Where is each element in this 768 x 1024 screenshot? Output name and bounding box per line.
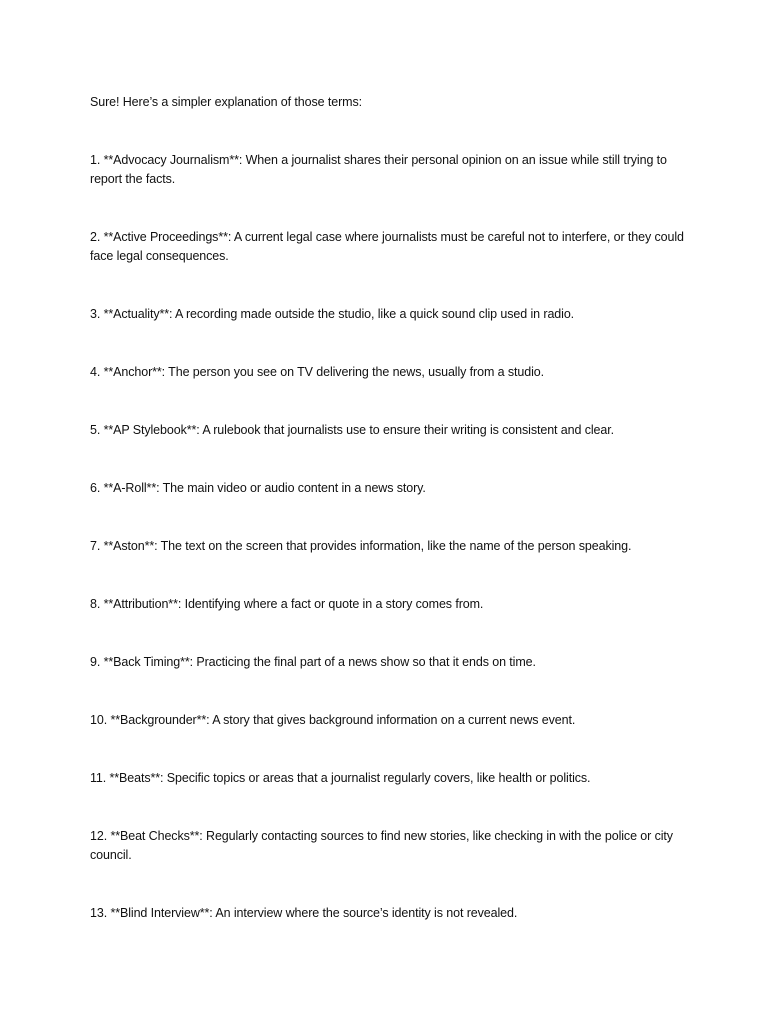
list-item: 5. **AP Stylebook**: A rulebook that journalists use to ensure their writing is consistent and clear. <box>90 423 615 437</box>
list-item: 1. **Advocacy Journalism**: When a journalist shares their personal opinion on an issue while still trying to report the facts. <box>90 153 667 186</box>
document-content <box>90 93 690 962</box>
list-item: 4. **Anchor**: The person you see on TV delivering the news, usually from a studio. <box>90 365 544 379</box>
intro-text: Sure! Here’s a simpler explanation of those terms: <box>90 95 362 109</box>
list-item: 2. **Active Proceedings**: A current legal case where journalists must be careful not to interfere, or they could face legal consequences. <box>90 230 684 263</box>
list-item: 10. **Backgrounder**: A story that gives background information on a current news event. <box>90 713 576 727</box>
list-item: 7. **Aston**: The text on the screen that provides information, like the name of the person speaking. <box>90 539 632 553</box>
list-item: 13. **Blind Interview**: An interview where the source’s identity is not revealed. <box>90 906 518 920</box>
list-item: 12. **Beat Checks**: Regularly contacting sources to find new stories, like checking in with the police or city council. <box>90 829 673 862</box>
list-item: 9. **Back Timing**: Practicing the final part of a news show so that it ends on time. <box>90 655 536 669</box>
list-item: 3. **Actuality**: A recording made outside the studio, like a quick sound clip used in radio. <box>90 307 575 321</box>
list-item: 11. **Beats**: Specific topics or areas that a journalist regularly covers, like health or politics. <box>90 771 591 785</box>
list-item: 6. **A-Roll**: The main video or audio content in a news story. <box>90 481 426 495</box>
list-item: 8. **Attribution**: Identifying where a fact or quote in a story comes from. <box>90 597 484 611</box>
